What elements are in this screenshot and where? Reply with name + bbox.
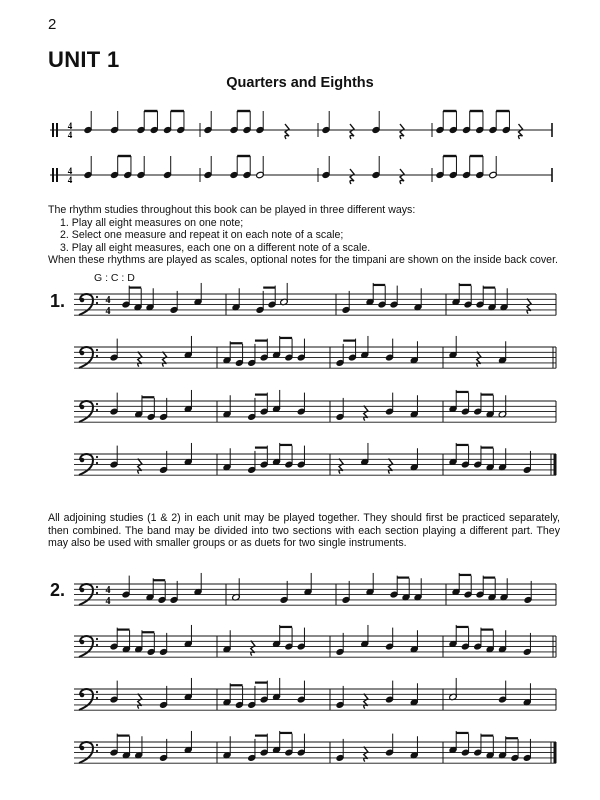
bass-clef	[80, 405, 85, 410]
bass-clef	[96, 302, 98, 304]
adjoining-text: All adjoining studies (1 & 2) in each unit may be played together. They should first be practiced separately, then combined. The band may be divided into two sections with each section playing a different part. They may also be used with smaller groups or as duets for two single instruments.	[48, 512, 560, 550]
bass-clef	[96, 409, 98, 411]
instructions-intro: The rhythm studies throughout this book can be played in three different ways:	[48, 204, 416, 216]
bass-clef	[80, 588, 85, 593]
study-1-staff-3	[0, 387, 600, 447]
study-1-staff-4	[0, 440, 600, 500]
bass-clef	[96, 456, 98, 458]
time-signature-bottom: 4	[105, 596, 111, 607]
bass-clef	[80, 351, 85, 356]
time-signature-bottom: 4	[67, 130, 73, 140]
time-signature-top: 4	[105, 295, 111, 306]
bass-clef	[80, 640, 85, 645]
quarter-rest	[519, 124, 523, 139]
study-2-staff-4	[0, 728, 600, 788]
quarter-rest	[251, 641, 255, 656]
time-signature-top: 4	[105, 585, 111, 596]
study-2-staff-2	[0, 622, 600, 682]
study-2-number: 2.	[50, 580, 66, 600]
study-2-staff-3	[0, 675, 600, 735]
adjoining-studies-paragraph	[48, 512, 560, 550]
bass-clef	[80, 746, 85, 751]
time-signature-top: 4	[67, 121, 73, 131]
bass-clef	[96, 644, 98, 646]
quarter-rest	[339, 459, 343, 474]
instruction-option-3: 3. Play all eight measures, each one on a different note of a scale.	[60, 241, 371, 254]
rhythm-line-2	[0, 163, 600, 187]
bass-clef	[96, 355, 98, 357]
study-2-staff-1	[0, 570, 600, 630]
bass-clef	[96, 750, 98, 752]
bass-clef	[96, 691, 98, 693]
rhythm-line-1	[0, 118, 600, 142]
quarter-rest	[350, 169, 354, 184]
quarter-rest	[364, 747, 368, 762]
bass-clef	[96, 638, 98, 640]
instruction-option-2: 2. Select one measure and repeat it on each note of a scale;	[60, 229, 344, 242]
study-1-staff-2	[0, 333, 600, 393]
bass-clef	[80, 298, 85, 303]
bass-clef	[96, 586, 98, 588]
section-title: Quarters and Eighths	[226, 75, 374, 91]
quarter-rest	[163, 352, 167, 367]
time-signature-bottom: 4	[105, 306, 111, 317]
quarter-rest	[400, 169, 404, 184]
instruction-option-1: 1. Play all eight measures on one note;	[60, 216, 244, 229]
bass-clef	[96, 403, 98, 405]
quarter-rest	[350, 124, 354, 139]
percussion-clef	[56, 168, 58, 182]
study-1-number: 1.	[50, 291, 66, 311]
bass-clef	[96, 296, 98, 298]
bass-clef	[96, 744, 98, 746]
quarter-rest	[527, 299, 531, 314]
bass-clef	[80, 458, 85, 463]
bass-clef	[96, 349, 98, 351]
quarter-rest	[364, 406, 368, 421]
quarter-rest	[138, 459, 142, 474]
instructions-paragraph	[48, 204, 560, 267]
quarter-rest	[285, 124, 289, 139]
quarter-rest	[400, 124, 404, 139]
time-signature-bottom: 4	[67, 175, 73, 185]
unit-heading: UNIT 1	[48, 47, 120, 72]
quarter-rest	[364, 694, 368, 709]
quarter-rest	[138, 694, 142, 709]
percussion-clef	[52, 168, 54, 182]
quarter-rest	[138, 352, 142, 367]
bass-clef	[96, 697, 98, 699]
scales-note: When these rhythms are played as scales, optional notes for the timpani are shown on the inside back cover.	[48, 254, 558, 267]
quarter-rest	[477, 352, 481, 367]
quarter-rest	[389, 459, 393, 474]
bass-clef	[96, 592, 98, 594]
percussion-clef	[52, 123, 54, 137]
page-number: 2	[48, 16, 57, 33]
bass-clef	[80, 693, 85, 698]
bass-clef	[96, 462, 98, 464]
timpani-tuning: G : C : D	[94, 272, 135, 284]
time-signature-top: 4	[67, 166, 73, 176]
study-1-staff-1	[0, 280, 600, 340]
percussion-clef	[56, 123, 58, 137]
